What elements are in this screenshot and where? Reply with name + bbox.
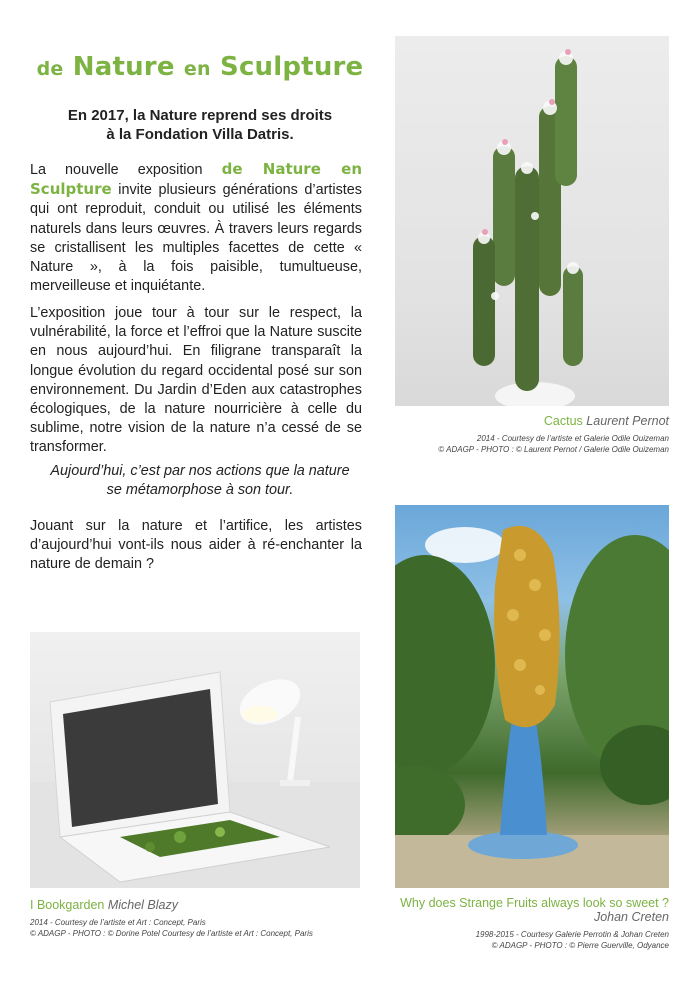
title-nature: Nature: [72, 52, 175, 82]
bookgarden-artist: Michel Blazy: [107, 898, 179, 912]
cactus-caption-title: [395, 414, 669, 428]
bookgarden-caption: [30, 898, 360, 939]
paragraph-1-brand: de Nature en Sculpture: [30, 160, 363, 199]
bookgarden-title: I Bookgarden: [30, 898, 105, 912]
bookgarden-credit-1: 2014 - Courtesy de l’artiste et Art : Concept, Paris: [30, 918, 206, 927]
paragraph-3: Jouant sur la nature et l’artifice, les artistes d’aujourd’hui vont-ils nous aider à ré-enchanter la nature de demain ?: [30, 518, 362, 573]
strange-fruits-title: Why does Strange Fruits always look so sweet ?: [400, 896, 669, 910]
paragraph-2: L’exposition joue tour à tour sur le respect, la vulnérabilité, la force et l’effroi que la Nature suscite en nous aujourd’hui. En filigrane transparaît la longue évolution du regard occidental posé sur son environnement. Du Jardin d’Eden aux catastrophes écologiques, de la nature nourricière à celle du sublime, notre vision de la nature n’a cessé de se transformer.: [30, 305, 362, 456]
cactus-credit-1: 2014 - Courtesy de l’artiste et Galerie Odile Ouizeman: [476, 434, 669, 443]
quote: [30, 462, 370, 500]
bookgarden-photo: [30, 632, 360, 888]
strange-fruits-credit-2: © ADAGP - PHOTO : © Pierre Guerville, Odyance: [491, 941, 669, 950]
cactus-caption: [395, 414, 669, 455]
paragraph-1-pre: La nouvelle exposition: [30, 162, 203, 178]
paragraph-1: [30, 160, 362, 296]
quote-line-2: se métamorphose à son tour.: [106, 482, 294, 499]
page-title: [30, 52, 370, 82]
paragraph-1-post: invite plusieurs générations d’artistes qui ont reproduit, conduit ou utilisé les éléments naturels dans leurs œuvres. À travers leurs regards se cristallisent les multiples facettes de cette « Nature », à la fois paisible, tumultueuse, merveilleuse et inquiétante.: [30, 182, 362, 295]
intro-line-2: à la Fondation Villa Datris.: [106, 126, 294, 143]
intro-line-1: En 2017, la Nature reprend ses droits: [67, 107, 333, 124]
strange-fruits-caption: [370, 896, 669, 951]
title-en: en: [183, 58, 211, 80]
strange-fruits-artist-line: [370, 910, 669, 924]
bookgarden-credit-2: © ADAGP - PHOTO : © Dorine Potel Courtesy de l’artiste et Art : Concept, Paris: [30, 929, 313, 938]
title-sculpture: Sculpture: [220, 52, 364, 82]
strange-fruits-illustration: [395, 505, 669, 888]
cactus-photo: [395, 36, 669, 406]
quote-line-1: Aujourd’hui, c’est par nos actions que la nature: [50, 463, 350, 479]
bookgarden-illustration: [30, 632, 360, 888]
cactus-title: Cactus: [543, 414, 583, 428]
cactus-illustration: [395, 36, 669, 406]
intro-heading: [30, 106, 370, 144]
cactus-credit-2: © ADAGP - PHOTO : © Laurent Pernot / Galerie Odile Ouizeman: [438, 445, 669, 454]
strange-fruits-photo: [395, 505, 669, 888]
strange-fruits-artist: Johan Creten: [593, 910, 669, 924]
bookgarden-caption-title: [30, 898, 360, 912]
cactus-artist: Laurent Pernot: [586, 414, 669, 428]
strange-fruits-credit-1: 1998-2015 - Courtesy Galerie Perrotin & Johan Creten: [475, 930, 669, 939]
title-de: de: [36, 58, 64, 80]
